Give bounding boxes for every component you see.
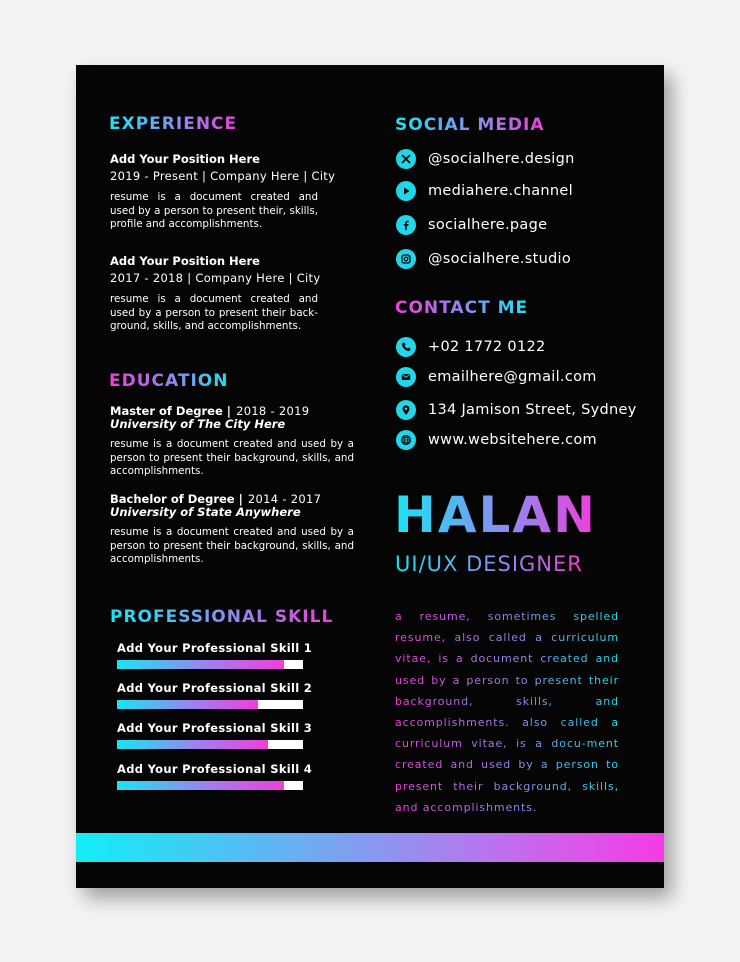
education-1-description: resume is a document created and used by a person to present their background, skills, and accomplishments. [110, 438, 354, 477]
social-item-video[interactable] [396, 180, 573, 202]
skill-3-label: Add Your Professional Skill 3 [117, 721, 313, 735]
skill-1-label: Add Your Professional Skill 1 [117, 641, 313, 655]
profile-role: UI/UX DESIGNER [395, 552, 583, 576]
experience-1-position: Add Your Position Here [110, 152, 260, 166]
phone-icon [396, 337, 416, 357]
globe-icon [396, 430, 416, 450]
education-1-degree: Master of Degree | [110, 404, 231, 418]
contact-email-text: emailhere@gmail.com [428, 369, 597, 385]
education-1-school: University of The City Here [110, 417, 286, 431]
instagram-icon [396, 249, 416, 269]
contact-website[interactable] [396, 429, 597, 451]
contact-email[interactable] [396, 366, 597, 388]
education-2-degree: Bachelor of Degree | [110, 492, 243, 506]
experience-heading: EXPERIENCE [109, 114, 238, 134]
mail-icon [396, 367, 416, 387]
contact-heading: CONTACT ME [395, 298, 529, 318]
education-1-years: 2018 - 2019 [236, 404, 310, 418]
profile-name: HALAN [394, 486, 597, 544]
social-item-instagram[interactable] [396, 248, 571, 270]
education-heading: EDUCATION [109, 371, 229, 391]
education-2-years: 2014 - 2017 [247, 492, 322, 506]
experience-2-meta: 2017 - 2018 | Company Here | City [110, 271, 321, 285]
skill-2-bar [117, 700, 303, 709]
contact-address[interactable] [396, 399, 637, 421]
social-item-x-text: @socialhere.design [428, 151, 575, 167]
play-icon [396, 181, 416, 201]
social-item-instagram-text: @socialhere.studio [428, 251, 572, 267]
skill-3-bar [117, 740, 303, 749]
experience-2-position: Add Your Position Here [110, 254, 260, 268]
social-item-x[interactable] [396, 148, 575, 170]
education-2-description: resume is a document created and used by a person to present their background, skills, and accomplishments. [110, 526, 354, 565]
skill-2-bar-fill [117, 700, 258, 709]
experience-1-description: resume is a document created and used by a person to present their, skills, profile and accomplishments. [110, 191, 318, 230]
experience-1-meta: 2019 - Present | Company Here | City [110, 169, 336, 183]
skill-4-label: Add Your Professional Skill 4 [117, 762, 313, 776]
skill-2-label: Add Your Professional Skill 2 [117, 681, 313, 695]
contact-phone-text: +02 1772 0122 [428, 339, 546, 355]
contact-address-text: 134 Jamison Street, Sydney [428, 402, 637, 418]
social-item-facebook[interactable] [396, 214, 547, 236]
social-item-video-text: mediahere.channel [428, 183, 573, 199]
skill-3-bar-fill [117, 740, 268, 749]
location-pin-icon [396, 400, 416, 420]
skill-4-bar [117, 781, 303, 790]
skill-4-bar-fill [117, 781, 284, 790]
experience-2-description: resume is a document created and used by a person to present their back-ground, skills, and accomplishments. [110, 293, 318, 332]
resume-page [76, 65, 664, 888]
skill-1-bar [117, 660, 303, 669]
skills-heading: PROFESSIONAL SKILL [110, 607, 334, 627]
profile-about: a resume, sometimes spelled resume, also called a curriculum vitae, is a document created and used by a person to present their background, skills, and accomplishments. also called a curriculum vitae, is a docu-ment created and used by a person to present their background, skills, and accomplishments. [395, 606, 619, 818]
footer-gradient-bar [76, 833, 664, 862]
social-item-facebook-text: socialhere.page [428, 217, 548, 233]
social-heading: SOCIAL MEDIA [395, 115, 545, 135]
contact-phone[interactable] [396, 336, 546, 358]
education-2-school: University of State Anywhere [110, 505, 301, 519]
contact-website-text: www.websitehere.com [428, 432, 597, 448]
facebook-icon [396, 215, 416, 235]
x-twitter-icon [396, 149, 416, 169]
skill-1-bar-fill [117, 660, 284, 669]
